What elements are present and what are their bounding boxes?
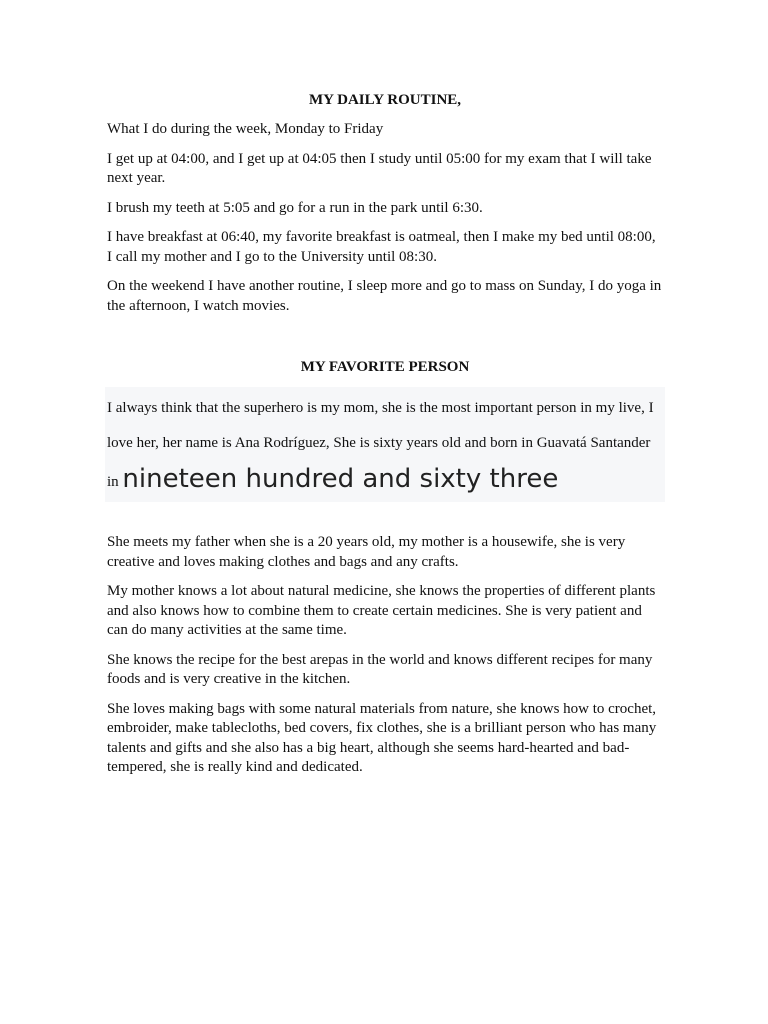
person-paragraph: She meets my father when she is a 20 years old, my mother is a housewife, she is very creative and loves making clothes and bags and any crafts. <box>107 534 626 570</box>
highlight-line-1: I always think that the superhero is my mom, she is the most important person in my live, I <box>107 400 654 416</box>
highlight-line-2: love her, her name is Ana Rodríguez, She is sixty years old and born in Guavatá Santander <box>107 435 651 451</box>
routine-title: MY DAILY ROUTINE, <box>308 92 462 108</box>
routine-paragraph: I get up at 04:00, and I get up at 04:05 then I study until 05:00 for my exam that I will take next year. <box>107 150 652 186</box>
routine-paragraph: On the weekend I have another routine, I sleep more and go to mass on Sunday, I do yoga in the afternoon, I watch movies. <box>107 278 662 314</box>
person-paragraph: She loves making bags with some natural materials from nature, she knows how to crochet, embroider, make tablecloths, bed covers, fix clothes, she is a brilliant person who has many talents and gifts and she also has a big heart, although she seems hard-hearted and bad-tempered, she is really kind and dedicated. <box>107 700 657 775</box>
routine-paragraph: What I do during the week, Monday to Friday <box>107 121 384 137</box>
highlight-line-3-prefix: in <box>107 474 119 490</box>
person-paragraph: She knows the recipe for the best arepas in the world and knows different recipes for many foods and is very creative in the kitchen. <box>107 651 653 687</box>
document-content <box>107 90 663 788</box>
highlight-line-3 <box>107 461 663 500</box>
person-paragraph: My mother knows a lot about natural medicine, she knows the properties of different plants and also knows how to combine them to create certain medicines. She is very patient and can do many activities at the same time. <box>107 583 656 638</box>
highlight-big-text: nineteen hundred and sixty three <box>122 464 559 494</box>
routine-paragraph: I have breakfast at 06:40, my favorite breakfast is oatmeal, then I make my bed until 08:00, I call my mother and I go to the University until 08:30. <box>107 229 656 265</box>
favorite-person-title: MY FAVORITE PERSON <box>300 359 470 375</box>
highlighted-paragraph <box>105 387 665 502</box>
routine-paragraph: I brush my teeth at 5:05 and go for a run in the park until 6:30. <box>107 199 483 216</box>
